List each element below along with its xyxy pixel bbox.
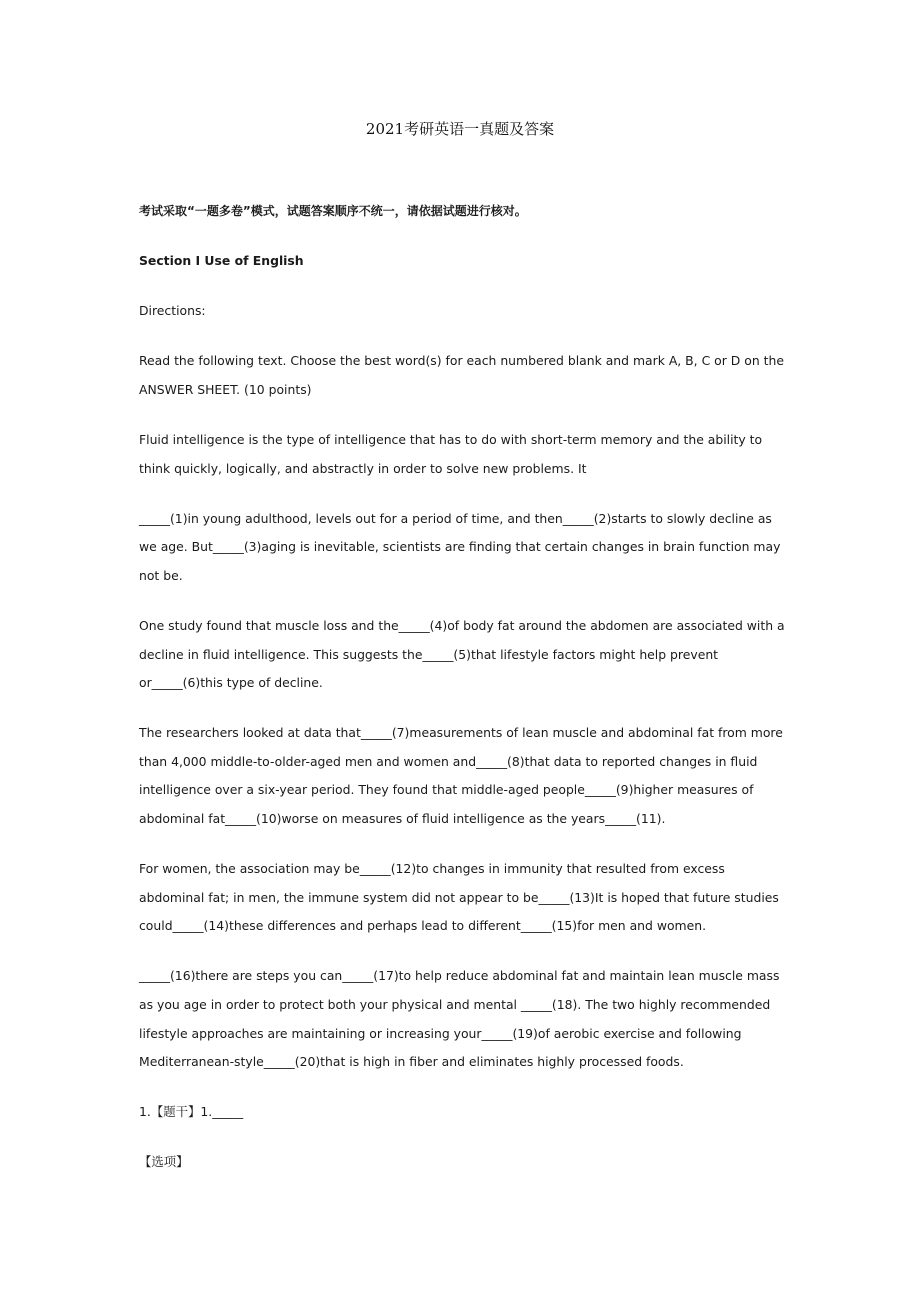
passage-paragraph-6: _____(16)there are steps you can_____(17)to help reduce abdominal fat and maintain lean muscle mass as you age in order to protect both your physical and mental _____(18). The two highly recommended lifestyle approaches are maintaining or increasing your_____(19)of aerobic exercise and following Mediterranean-style_____(20)that is high in fiber and eliminates highly processed foods.	[139, 968, 780, 1070]
passage-paragraph-1: Fluid intelligence is the type of intelligence that has to do with short-term memory and the ability to think quickly, logically, and abstractly in order to solve new problems. It	[139, 431, 763, 476]
section-heading: Section I Use of English	[139, 253, 304, 269]
exam-notice: 考试采取“一题多卷”模式，试题答案顺序不统一，请依据试题进行核对。	[139, 204, 527, 218]
passage-paragraph-3: One study found that muscle loss and the_____(4)of body fat around the abdomen are associated with a decline in fluid intelligence. This suggests the_____(5)that lifestyle factors might help prevent or_____(6)this type of decline.	[139, 617, 785, 691]
document-body	[139, 197, 789, 1198]
passage-paragraph-5: For women, the association may be_____(12)to changes in immunity that resulted from excess abdominal fat; in men, the immune system did not appear to be_____(13)It is hoped that future studies could_____(14)these differences and perhaps lead to different_____(15)for men and women.	[139, 861, 779, 934]
directions-label: Directions:	[139, 303, 206, 319]
options-label: 【选项】	[139, 1154, 189, 1170]
document-title: 2021考研英语一真题及答案	[365, 120, 555, 138]
passage-paragraph-2: _____(1)in young adulthood, levels out for a period of time, and then_____(2)starts to slowly decline as we age. But_____(3)aging is inevitable, scientists are finding that certain changes in brain function may not be.	[139, 510, 781, 583]
directions-text: Read the following text. Choose the best word(s) for each numbered blank and mark A, B, C or D on the ANSWER SHEET. (10 points)	[139, 353, 784, 397]
question-stem: 1.【题干】1._____	[139, 1104, 244, 1120]
passage-paragraph-4: The researchers looked at data that_____(7)measurements of lean muscle and abdominal fat from more than 4,000 middle-to-older-aged men and women and_____(8)that data to reported changes in fluid intelligence over a six-year period. They found that middle-aged people_____(9)higher measures of abdominal fat_____(10)worse on measures of fluid intelligence as the years_____(11).	[139, 725, 783, 826]
